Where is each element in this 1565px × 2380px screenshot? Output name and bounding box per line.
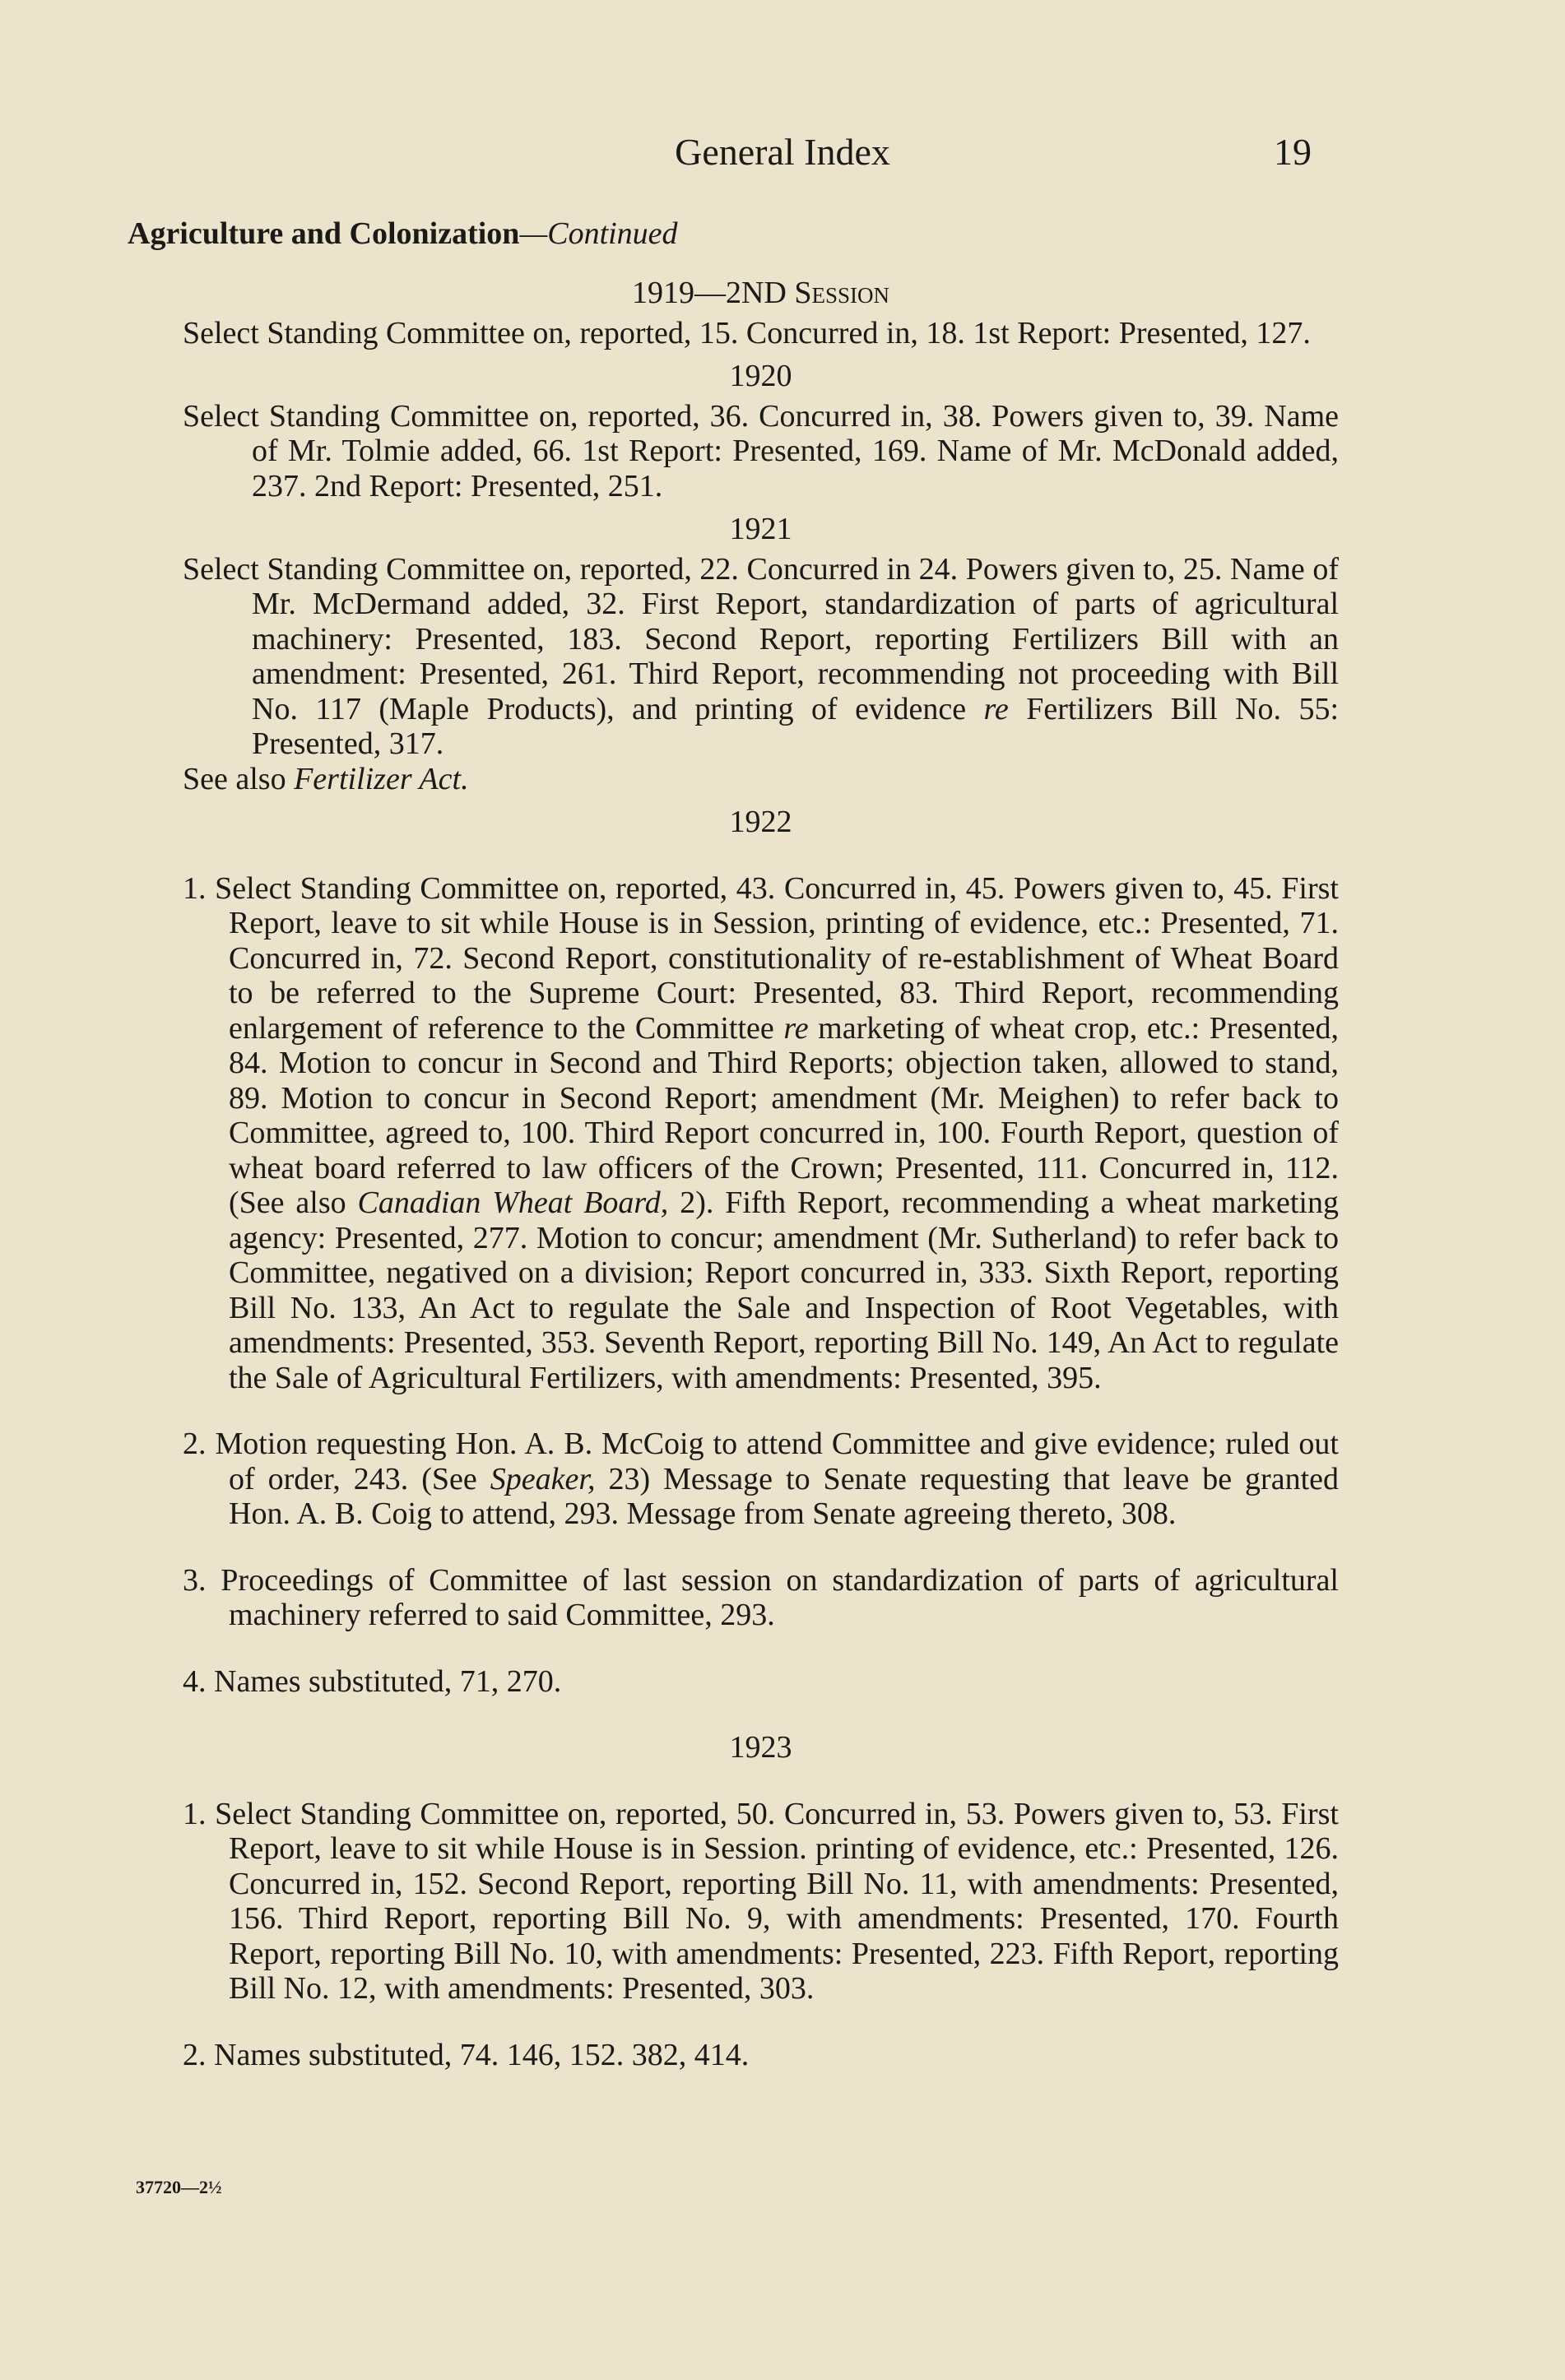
entry-1922-item-2 xyxy=(155,1427,1339,1532)
entry-text: Select Standing Committee on, reported, 22. Concurred in 24. Powers given to, 25. Name of Mr. McDermand added, 32. First Report, standardization of parts of agricultural machinery: Presented, 183. Second Report, reporting Fertilizers Bill with an amendment: Presented, 261. Third Report, recommending not proceeding with Bill No. 117 (Maple Products), and printing of evidence xyxy=(183,551,1339,726)
item-ref: Canadian Wheat Board, xyxy=(357,1185,669,1220)
item-text: 1. Select Standing Committee on, reported, 43. Concurred in, 45. Powers given to, 45. First Report, leave to sit while House is in Session, printing of evidence, etc.: Presented, 71. Concurred in, 72. Second Report, constitutionality of re-establishment of Wheat Board to be referred to the Supreme Court: Presented, 83. Third Report, recommending enlargement of reference to the Committee xyxy=(183,870,1339,1046)
see-also-ref: Fertilizer Act. xyxy=(294,761,469,796)
item-ref: Speaker, xyxy=(490,1461,596,1496)
footer-print-code: 37720—2½ xyxy=(136,2177,222,2197)
entry-1922-item-4: 4. Names substituted, 71, 270. xyxy=(183,1663,562,1699)
index-content xyxy=(183,267,1339,2104)
entry-1922-item-1 xyxy=(155,871,1339,1396)
entry-1923-item-1: 1. Select Standing Committee on, reported, 50. Concurred in, 53. Powers given to, 53. First Report, leave to sit while House is in Session. printing of evidence, etc.: Presented, 126. Concurred in, 152. Second Report, reporting Bill No. 11, with amendments: Presented, 156. Third Report, reporting Bill No. 9, with amendments: Presented, 170. Fourth Report, reporting Bill No. 10, with amendments: Presented, 223. Fifth Report, reporting Bill No. 12, with amendments: Presented, 303. xyxy=(183,1796,1339,2006)
item-text: marketing of wheat crop, etc.: Presented, 84. Motion to concur in Second and Third Reports; objection taken, allowed to stand, 89. Motion to concur in Second Report; amendment (Mr. Meighen) to refer back to Committee, agreed to, 100. Third Report concurred in, 100. Fourth Report, question of wheat board referred to law officers of the Crown; Presented, 111. Concurred in, 112. (See also xyxy=(229,1010,1340,1220)
entry-1923-item-2: 2. Names substituted, 74. 146, 152. 382, 414. xyxy=(183,2037,750,2072)
year-heading-1922: 1922 xyxy=(729,805,792,839)
year-label: 1919—2 xyxy=(631,276,741,310)
item-re: re xyxy=(783,1010,809,1046)
item-text: 23) Message to Senate requesting that leave be granted Hon. A. B. Coig to attend, 293. Message from Senate agreeing thereto, 308. xyxy=(229,1461,1340,1531)
entry-1921 xyxy=(183,552,1339,762)
item-text: 2). Fifth Report, recommending a wheat marketing agency: Presented, 277. Motion to concur; amendment (Mr. Sutherland) to refer back to Committee, negatived on a division; Report concurred in, 333. Sixth Report, reporting Bill No. 133, An Act to regulate the Sale and Inspection of Root Vegetables, with amendments: Presented, 353. Seventh Report, reporting Bill No. 149, An Act to regulate the Sale of Agricultural Fertilizers, with amendments: Presented, 395. xyxy=(229,1185,1339,1395)
entry-tail: Fertilizers Bill No. 55: Presented, 317. xyxy=(252,691,1339,761)
year-heading-1920: 1920 xyxy=(729,359,792,393)
entry-1922-item-3: 3. Proceedings of Committee of last session on standardization of parts of agricultural machinery referred to said Committee, 293. xyxy=(183,1562,1339,1632)
year-heading-1923: 1923 xyxy=(729,1730,792,1765)
year-heading-1921: 1921 xyxy=(729,512,792,546)
entry-1919: Select Standing Committee on, reported, 15. Concurred in, 18. 1st Report: Presented, 127. xyxy=(183,315,1311,350)
year-heading-1919 xyxy=(183,276,1339,311)
section-continued: —Continued xyxy=(519,216,678,251)
session-ordinal: ND xyxy=(741,276,787,310)
section-heading xyxy=(128,216,678,252)
session-label: Session xyxy=(786,276,890,310)
section-title: Agriculture and Colonization xyxy=(128,216,520,251)
entry-1920: Select Standing Committee on, reported, 36. Concurred in, 38. Powers given to, 39. Name of Mr. Tolmie added, 66. 1st Report: Presented, 169. Name of Mr. McDonald added, 237. 2nd Report: Presented, 251. xyxy=(183,398,1339,503)
page-number: 19 xyxy=(1274,131,1312,173)
see-also-label: See also xyxy=(183,761,286,796)
page-header-title: General Index xyxy=(675,131,890,173)
see-also-1921 xyxy=(183,762,1339,797)
entry-re: re xyxy=(983,691,1009,726)
item-text: 2. Motion requesting Hon. A. B. McCoig to attend Committee and give evidence; ruled out of order, 243. (See xyxy=(183,1427,1339,1496)
